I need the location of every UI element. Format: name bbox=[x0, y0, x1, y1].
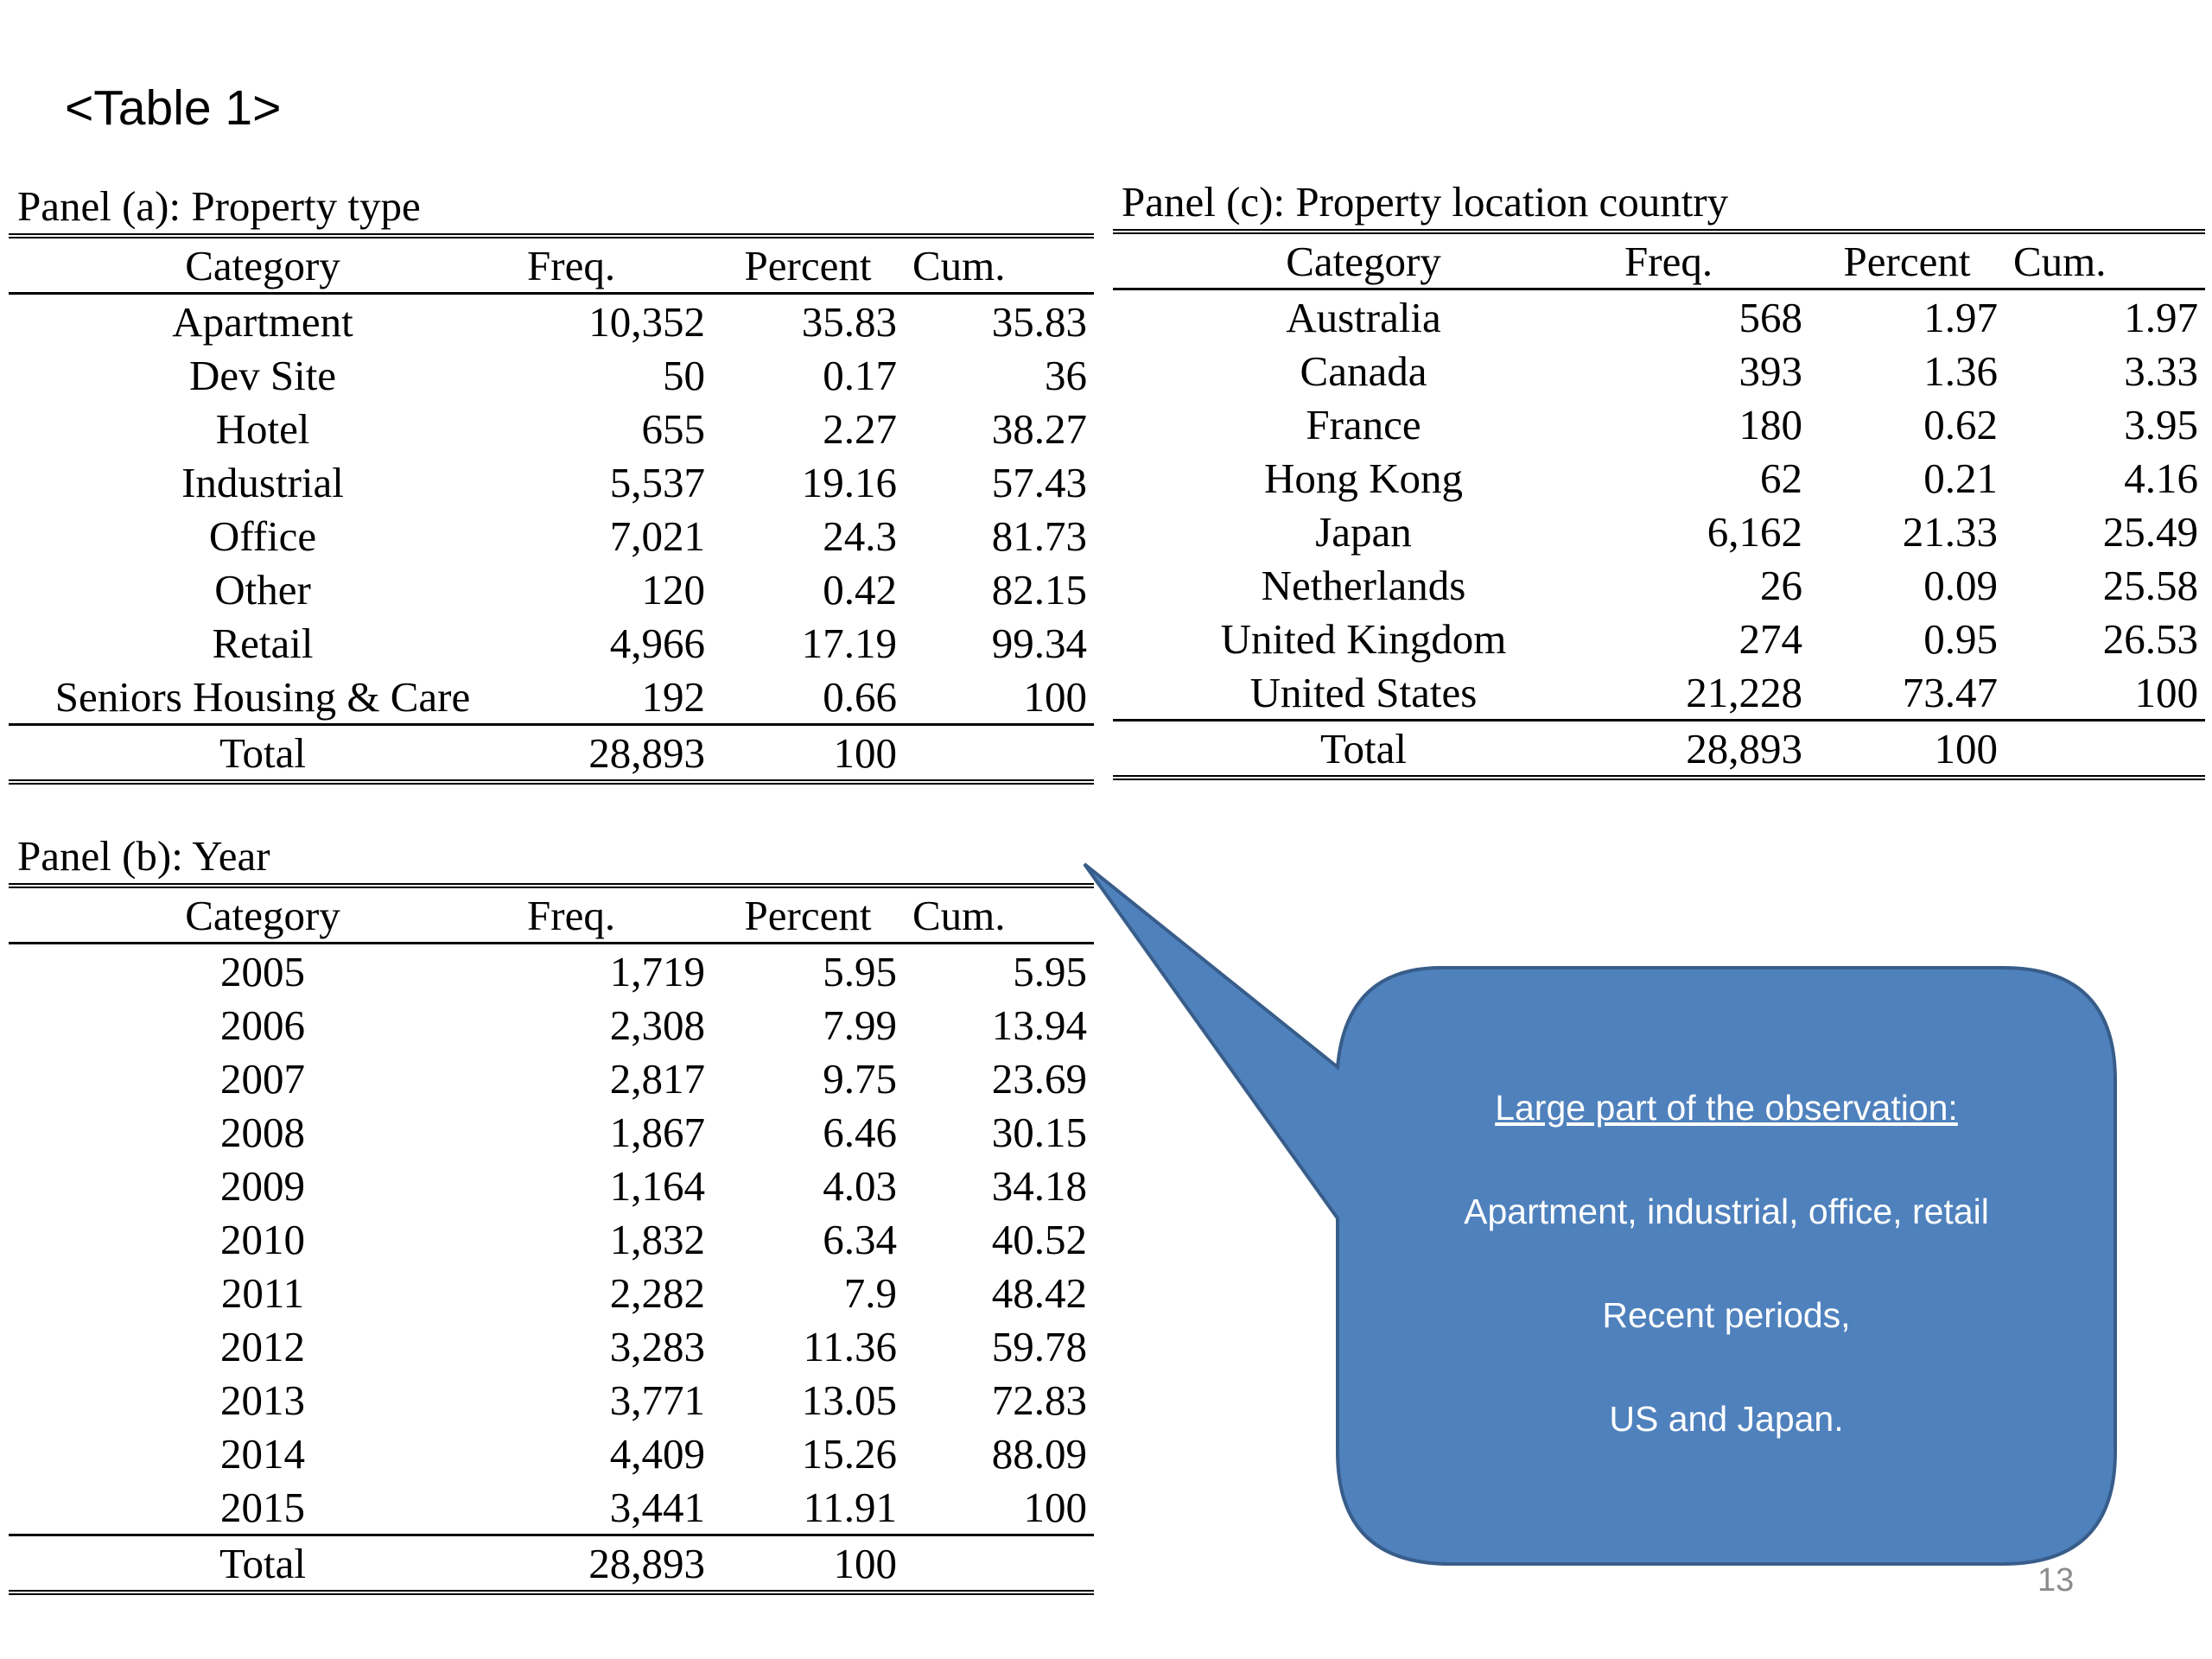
cell-freq: 192 bbox=[641, 672, 705, 721]
cell-cum: 4.16 bbox=[2124, 454, 2198, 502]
header-cum: Cum. bbox=[2005, 234, 2205, 289]
cell-cum: 34.18 bbox=[991, 1161, 1087, 1210]
callout-text bbox=[1338, 1087, 2115, 1502]
cell-freq: 1,164 bbox=[609, 1161, 705, 1210]
cell-cum: 82.15 bbox=[991, 565, 1087, 613]
cell-category: 2012 bbox=[220, 1322, 305, 1370]
cell-freq: 393 bbox=[1738, 346, 1802, 395]
cell-percent: 100 bbox=[712, 725, 904, 783]
cell-cum: 48.42 bbox=[991, 1268, 1087, 1317]
cell-cum: 23.69 bbox=[991, 1054, 1087, 1103]
cell-category: Total bbox=[9, 725, 517, 783]
cell-cum: 72.83 bbox=[991, 1376, 1087, 1424]
page-number: 13 bbox=[2037, 1562, 2075, 1599]
cell-percent: 2.27 bbox=[823, 404, 897, 453]
header-freq: Freq. bbox=[517, 888, 712, 944]
cell-category: Total bbox=[9, 1535, 517, 1593]
cell-category: Netherlands bbox=[1261, 561, 1466, 609]
cell-percent: 17.19 bbox=[801, 619, 897, 667]
cell-category: France bbox=[1306, 400, 1421, 448]
cell-freq: 274 bbox=[1738, 614, 1802, 663]
cell-cum: 35.83 bbox=[991, 297, 1087, 346]
cell-percent: 0.62 bbox=[1923, 400, 1998, 448]
cell-percent: 24.3 bbox=[823, 512, 897, 560]
cell-percent: 6.34 bbox=[823, 1215, 897, 1263]
cell-cum: 88.09 bbox=[991, 1429, 1087, 1478]
cell-cum: 3.33 bbox=[2124, 346, 2198, 395]
cell-category: 2005 bbox=[220, 947, 305, 995]
callout-line: Apartment, industrial, office, retail bbox=[1464, 1192, 1989, 1231]
cell-freq: 655 bbox=[641, 404, 705, 453]
cell-category: Hotel bbox=[215, 404, 310, 453]
cell-freq: 4,966 bbox=[609, 619, 705, 667]
cell-freq: 120 bbox=[641, 565, 705, 613]
cell-category: 2015 bbox=[220, 1483, 305, 1531]
cell-cum: 36 bbox=[1045, 351, 1087, 399]
cell-percent: 1.36 bbox=[1923, 346, 1998, 395]
cell-percent: 1.97 bbox=[1923, 293, 1998, 341]
cell-percent: 0.95 bbox=[1923, 614, 1998, 663]
cell-percent: 4.03 bbox=[823, 1161, 897, 1210]
cell-freq: 7,021 bbox=[609, 512, 705, 560]
cell-freq: 2,282 bbox=[609, 1268, 705, 1317]
cell-category: 2006 bbox=[220, 1001, 305, 1049]
cell-percent: 0.17 bbox=[823, 351, 897, 399]
cell-freq: 10,352 bbox=[588, 297, 705, 346]
cell-percent: 6.46 bbox=[823, 1108, 897, 1156]
cell-category: Apartment bbox=[172, 297, 353, 346]
cell-category: Japan bbox=[1315, 507, 1412, 556]
header-freq: Freq. bbox=[517, 238, 712, 294]
cell-freq: 50 bbox=[663, 351, 705, 399]
cell-freq: 1,832 bbox=[609, 1215, 705, 1263]
panel-title: Panel (b): Year bbox=[9, 830, 1094, 888]
cell-category: 2014 bbox=[220, 1429, 305, 1478]
cell-percent: 15.26 bbox=[801, 1429, 897, 1478]
cell-category: United States bbox=[1249, 668, 1478, 716]
cell-category: Seniors Housing & Care bbox=[54, 672, 471, 721]
cell-freq: 3,283 bbox=[609, 1322, 705, 1370]
panel-title: Panel (a): Property type bbox=[9, 180, 1094, 238]
cell-cum: 30.15 bbox=[991, 1108, 1087, 1156]
cell-category: Other bbox=[214, 565, 311, 613]
cell-category: 2011 bbox=[220, 1268, 305, 1317]
cell-cum: 25.58 bbox=[2102, 561, 2198, 609]
cell-category: Hong Kong bbox=[1263, 454, 1464, 502]
cell-cum: 99.34 bbox=[991, 619, 1087, 667]
cell-cum: 26.53 bbox=[2102, 614, 2198, 663]
cell-percent: 100 bbox=[1809, 721, 2005, 779]
cell-percent: 0.21 bbox=[1923, 454, 1998, 502]
cell-category: 2010 bbox=[220, 1215, 305, 1263]
cell-category: Australia bbox=[1286, 293, 1441, 341]
cell-percent: 0.09 bbox=[1923, 561, 1998, 609]
cell-category: Total bbox=[1113, 721, 1614, 779]
cell-freq: 28,893 bbox=[1614, 721, 1809, 779]
cell-cum: 3.95 bbox=[2124, 400, 2198, 448]
cell-cum: 25.49 bbox=[2102, 507, 2198, 556]
cell-category: 2007 bbox=[220, 1054, 305, 1103]
cell-category: Dev Site bbox=[188, 351, 337, 399]
cell-freq: 21,228 bbox=[1686, 668, 1802, 716]
cell-percent: 7.99 bbox=[823, 1001, 897, 1049]
cell-cum: 100 bbox=[1023, 672, 1087, 721]
cell-cum: 13.94 bbox=[991, 1001, 1087, 1049]
cell-cum: 100 bbox=[2134, 668, 2198, 716]
cell-freq: 1,719 bbox=[609, 947, 705, 995]
cell-category: 2009 bbox=[220, 1161, 305, 1210]
header-freq: Freq. bbox=[1614, 234, 1809, 289]
cell-freq: 1,867 bbox=[609, 1108, 705, 1156]
cell-percent: 19.16 bbox=[801, 458, 897, 506]
cell-cum: 100 bbox=[1023, 1483, 1087, 1531]
cell-percent: 73.47 bbox=[1902, 668, 1998, 716]
cell-freq: 180 bbox=[1738, 400, 1802, 448]
callout-line: Recent periods, bbox=[1602, 1295, 1851, 1335]
cell-freq: 2,308 bbox=[609, 1001, 705, 1049]
panel-title: Panel (c): Property location country bbox=[1113, 175, 2205, 234]
cell-freq: 28,893 bbox=[517, 725, 712, 783]
header-percent: Percent bbox=[1809, 234, 2005, 289]
cell-freq: 26 bbox=[1760, 561, 1802, 609]
cell-cum: 57.43 bbox=[991, 458, 1087, 506]
cell-cum: 38.27 bbox=[991, 404, 1087, 453]
cell-percent: 35.83 bbox=[801, 297, 897, 346]
cell-cum: 40.52 bbox=[991, 1215, 1087, 1263]
callout-line: US and Japan. bbox=[1609, 1399, 1844, 1439]
cell-category: 2013 bbox=[220, 1376, 305, 1424]
cell-freq: 5,537 bbox=[609, 458, 705, 506]
cell-category: Retail bbox=[212, 619, 314, 667]
cell-cum: 81.73 bbox=[991, 512, 1087, 560]
cell-freq: 3,771 bbox=[609, 1376, 705, 1424]
cell-percent: 11.91 bbox=[803, 1483, 897, 1531]
cell-percent: 5.95 bbox=[823, 947, 897, 995]
header-category: Category bbox=[1113, 234, 1614, 289]
cell-percent: 7.9 bbox=[843, 1268, 897, 1317]
cell-freq: 2,817 bbox=[609, 1054, 705, 1103]
cell-freq: 28,893 bbox=[517, 1535, 712, 1593]
cell-percent: 11.36 bbox=[803, 1322, 897, 1370]
cell-category: United Kingdom bbox=[1220, 614, 1507, 663]
cell-cum: 1.97 bbox=[2124, 293, 2198, 341]
cell-freq: 568 bbox=[1738, 293, 1802, 341]
header-percent: Percent bbox=[712, 238, 904, 294]
cell-percent: 0.66 bbox=[823, 672, 897, 721]
cell-category: 2008 bbox=[220, 1108, 305, 1156]
cell-percent: 100 bbox=[712, 1535, 904, 1593]
cell-percent: 21.33 bbox=[1902, 507, 1998, 556]
header-category: Category bbox=[9, 888, 517, 944]
cell-freq: 6,162 bbox=[1707, 507, 1802, 556]
callout-heading: Large part of the observation: bbox=[1495, 1088, 1958, 1128]
cell-freq: 4,409 bbox=[609, 1429, 705, 1478]
cell-category: Canada bbox=[1300, 346, 1427, 395]
cell-cum: 5.95 bbox=[1013, 947, 1087, 995]
cell-percent: 0.42 bbox=[823, 565, 897, 613]
header-category: Category bbox=[9, 238, 517, 294]
header-cum: Cum. bbox=[904, 238, 1094, 294]
slide-title: <Table 1> bbox=[65, 80, 282, 136]
cell-freq: 3,441 bbox=[609, 1483, 705, 1531]
cell-percent: 13.05 bbox=[801, 1376, 897, 1424]
cell-percent: 9.75 bbox=[823, 1054, 897, 1103]
cell-category: Industrial bbox=[181, 458, 344, 506]
cell-freq: 62 bbox=[1760, 454, 1802, 502]
cell-cum: 59.78 bbox=[991, 1322, 1087, 1370]
header-percent: Percent bbox=[712, 888, 904, 944]
cell-category: Office bbox=[208, 512, 317, 560]
header-cum: Cum. bbox=[904, 888, 1094, 944]
